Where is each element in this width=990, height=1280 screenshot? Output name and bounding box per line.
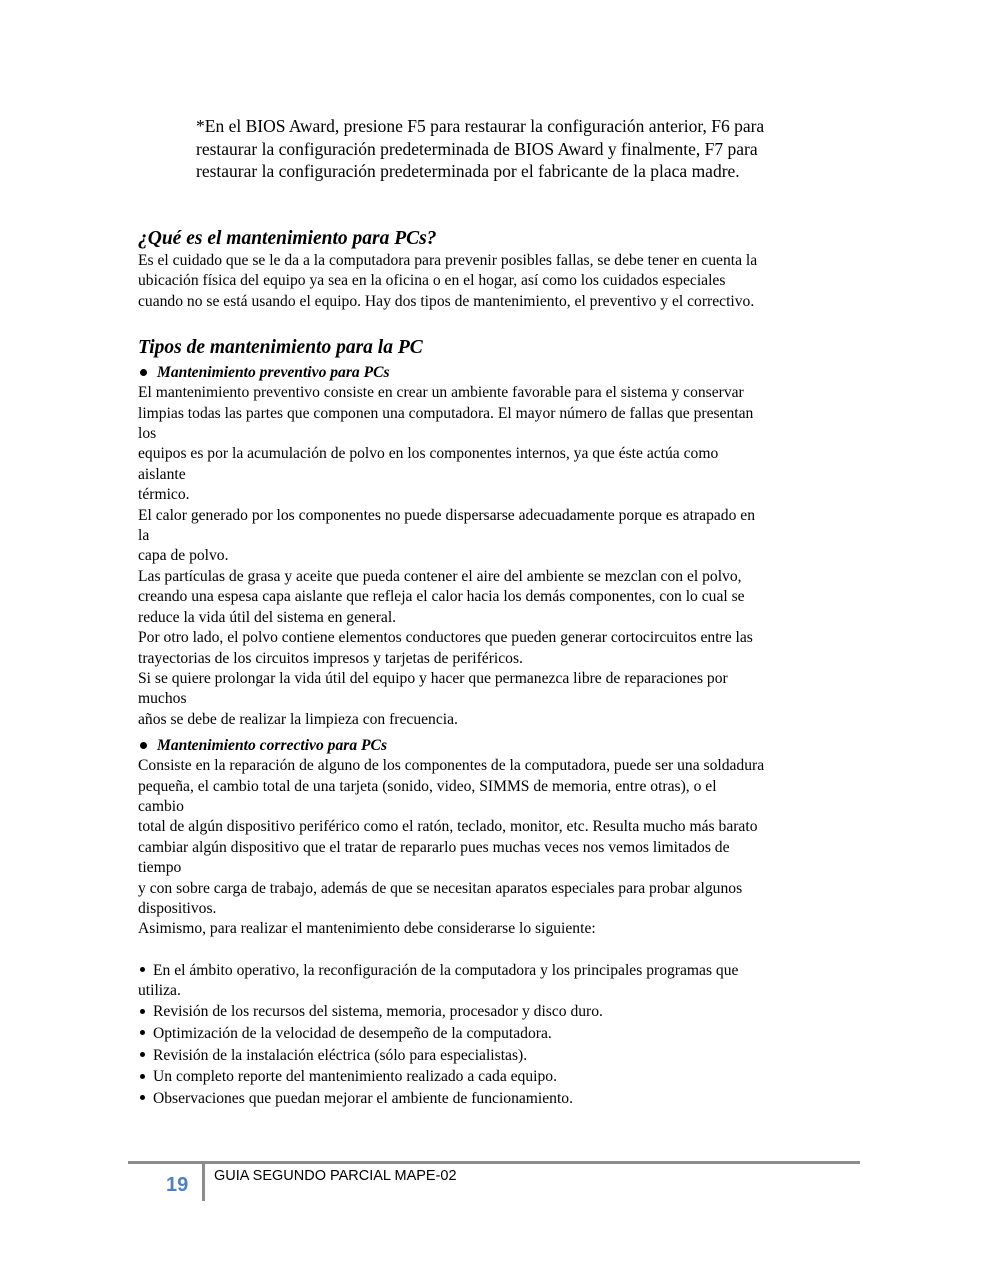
footer-vertical-divider [202,1163,205,1201]
list-item [138,1023,858,1045]
list-item [138,1045,858,1067]
text-line: creando una espesa capa aislante que refleja el calor hacia los demás componentes, con lo cual se [138,588,745,606]
heading-que-es-mantenimiento: ¿Qué es el mantenimiento para PCs? [138,228,437,249]
text-line: años se debe de realizar la limpieza con frecuencia. [138,710,458,728]
heading-tipos-mantenimiento: Tipos de mantenimiento para la PC [138,337,423,359]
bullet-icon [140,1095,145,1100]
text-line: Si se quiere prolongar la vida útil del equipo y hacer que permanezca libre de reparaciones por [138,669,728,687]
text-line: equipos es por la acumulación de polvo en los componentes internos, ya que éste actúa como [138,445,719,463]
bullet-icon [140,1030,145,1035]
text-line: Por otro lado, el polvo contiene elementos conductores que pueden generar cortocircuitos entre las [138,629,753,647]
bios-note-line: *En el BIOS Award, presione F5 para restaurar la configuración anterior, F6 para [196,116,765,136]
text-line: tiempo [138,859,182,877]
list-item [138,1088,858,1110]
text-line: la [138,527,150,545]
paragraph-definicion [138,251,858,312]
text-line: Asimismo, para realizar el mantenimiento debe considerarse lo siguiente: [138,920,596,938]
list-item-text: En el ámbito operativo, la reconfiguración de la computadora y los principales programas que [153,961,739,979]
text-line: cuando no se está usando el equipo. Hay dos tipos de mantenimiento, el preventivo y el correctivo. [138,292,755,310]
subheading-correctivo-label: Mantenimiento correctivo para PCs [157,737,388,755]
bullet-icon [140,1052,145,1057]
text-line: total de algún dispositivo periférico como el ratón, teclado, monitor, etc. Resulta mucho más barato [138,818,758,836]
consideraciones-list [138,960,858,1110]
text-line: cambiar algún dispositivo que el tratar de repararlo pues muchas veces nos vemos limitados de [138,838,730,856]
bullet-icon [140,742,147,749]
list-item-text: Revisión de la instalación eléctrica (sólo para especialistas). [153,1046,528,1064]
subheading-correctivo [138,736,858,756]
bullet-icon [140,1074,145,1079]
list-item [138,1066,858,1088]
text-line: ubicación física del equipo ya sea en la oficina o en el hogar, así como los cuidados especiales [138,272,726,290]
text-line: Consiste en la reparación de alguno de los componentes de la computadora, puede ser una soldadura [138,757,765,775]
subheading-preventivo [138,363,858,383]
text-line: El calor generado por los componentes no puede dispersarse adecuadamente porque es atrapado en [138,506,756,524]
bullet-icon [140,1009,145,1014]
bullet-icon [140,967,145,972]
bios-note [196,115,856,183]
text-line: pequeña, el cambio total de una tarjeta (sonido, video, SIMMS de memoria, entre otras), o el [138,777,717,795]
list-item [138,960,858,982]
list-item-continuation: utiliza. [138,982,181,1000]
text-line: Las partículas de grasa y aceite que pueda contener el aire del ambiente se mezclan con el polvo, [138,567,742,585]
bullet-icon [140,369,147,376]
list-item-text: Revisión de los recursos del sistema, memoria, procesador y disco duro. [153,1003,603,1021]
list-item-text: Observaciones que puedan mejorar el ambiente de funcionamiento. [153,1089,574,1107]
text-line: limpias todas las partes que componen una computadora. El mayor número de fallas que presentan [138,404,754,422]
list-item-text: Optimización de la velocidad de desempeño de la computadora. [153,1024,552,1042]
text-line: reduce la vida útil del sistema en general. [138,608,397,626]
paragraph-correctivo [138,756,858,940]
paragraph-preventivo [138,383,858,730]
subheading-preventivo-label: Mantenimiento preventivo para PCs [157,364,390,382]
footer-divider [128,1161,860,1164]
text-line: El mantenimiento preventivo consiste en crear un ambiente favorable para el sistema y conservar [138,384,744,402]
text-line: térmico. [138,486,190,504]
text-line: cambio [138,797,184,815]
text-line: Es el cuidado que se le da a la computadora para prevenir posibles fallas, se debe tener en cuenta la [138,252,758,269]
text-line: aislante [138,465,186,483]
text-line: dispositivos. [138,899,217,917]
list-item [138,1001,858,1023]
main-content [138,227,858,1109]
text-line: muchos [138,690,187,708]
page-number: 19 [166,1174,189,1196]
bios-note-line: restaurar la configuración predeterminada de BIOS Award y finalmente, F7 para [196,138,758,159]
text-line: y con sobre carga de trabajo, además de que se necesitan aparatos especiales para probar algunos [138,879,743,897]
text-line: capa de polvo. [138,547,229,565]
text-line: trayectorias de los circuitos impresos y tarjetas de periféricos. [138,649,523,667]
text-line: los [138,425,157,443]
list-item-text: Un completo reporte del mantenimiento realizado a cada equipo. [153,1068,557,1086]
bios-note-line: restaurar la configuración predeterminada por el fabricante de la placa madre. [196,161,740,181]
footer-title: GUIA SEGUNDO PARCIAL MAPE-02 [214,1168,457,1184]
